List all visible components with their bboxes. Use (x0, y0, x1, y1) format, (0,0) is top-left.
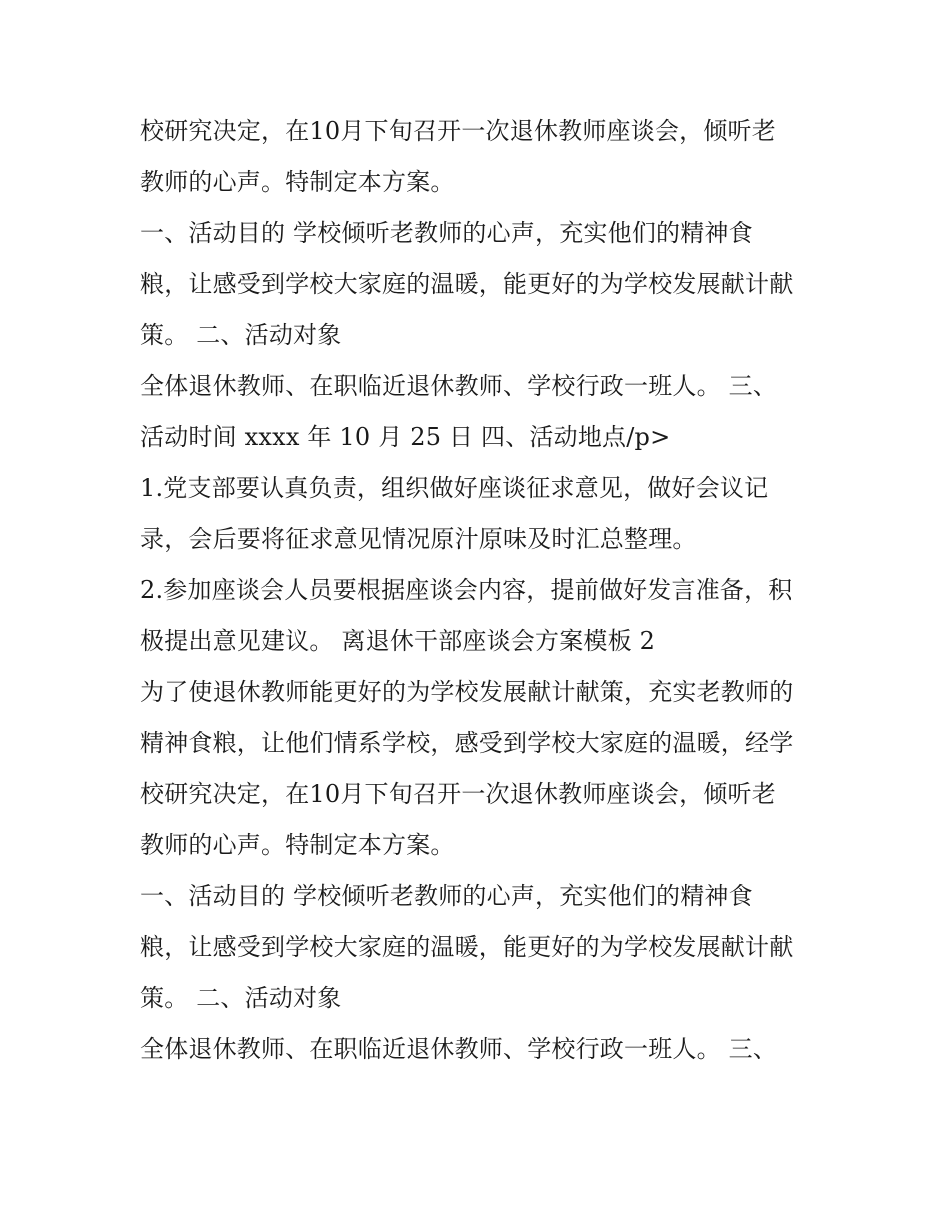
text-line: 粮，让感受到学校大家庭的温暖，能更好的为学校发展献计献 (140, 933, 794, 961)
text-line: 全体退休教师、在职临近退休教师、学校行政一班人。 三、 (140, 1035, 778, 1063)
text-line: 策。 二、活动对象 (140, 984, 342, 1012)
text-line: 教师的心声。特制定本方案。 (140, 168, 455, 196)
text-line: 策。 二、活动对象 (140, 321, 342, 349)
text-line: 录，会后要将征求意见情况原汁原味及时汇总整理。 (140, 525, 697, 553)
text-line: 2.参加座谈会人员要根据座谈会内容，提前做好发言准备，积 (140, 576, 793, 604)
text-line: 教师的心声。特制定本方案。 (140, 831, 455, 859)
text-line: 一、活动目的 学校倾听老教师的心声，充实他们的精神食 (140, 219, 753, 247)
text-line: 活动时间 xxxx 年 10 月 25 日 四、活动地点/p> (140, 423, 671, 451)
text-line: 全体退休教师、在职临近退休教师、学校行政一班人。 三、 (140, 372, 778, 400)
text-line: 一、活动目的 学校倾听老教师的心声，充实他们的精神食 (140, 882, 753, 910)
text-line: 粮，让感受到学校大家庭的温暖，能更好的为学校发展献计献 (140, 270, 794, 298)
text-line: 极提出意见建议。 离退休干部座谈会方案模板 2 (140, 627, 656, 655)
document-body (140, 106, 830, 1075)
text-line: 为了使退休教师能更好的为学校发展献计献策，充实老教师的 (140, 678, 794, 706)
text-line: 校研究决定，在10月下旬召开一次退休教师座谈会，倾听老 (140, 780, 776, 808)
text-line: 精神食粮，让他们情系学校，感受到学校大家庭的温暖，经学 (140, 729, 794, 757)
text-line: 校研究决定，在10月下旬召开一次退休教师座谈会，倾听老 (140, 117, 776, 145)
text-line: 1.党支部要认真负责，组织做好座谈征求意见，做好会议记 (140, 474, 769, 502)
